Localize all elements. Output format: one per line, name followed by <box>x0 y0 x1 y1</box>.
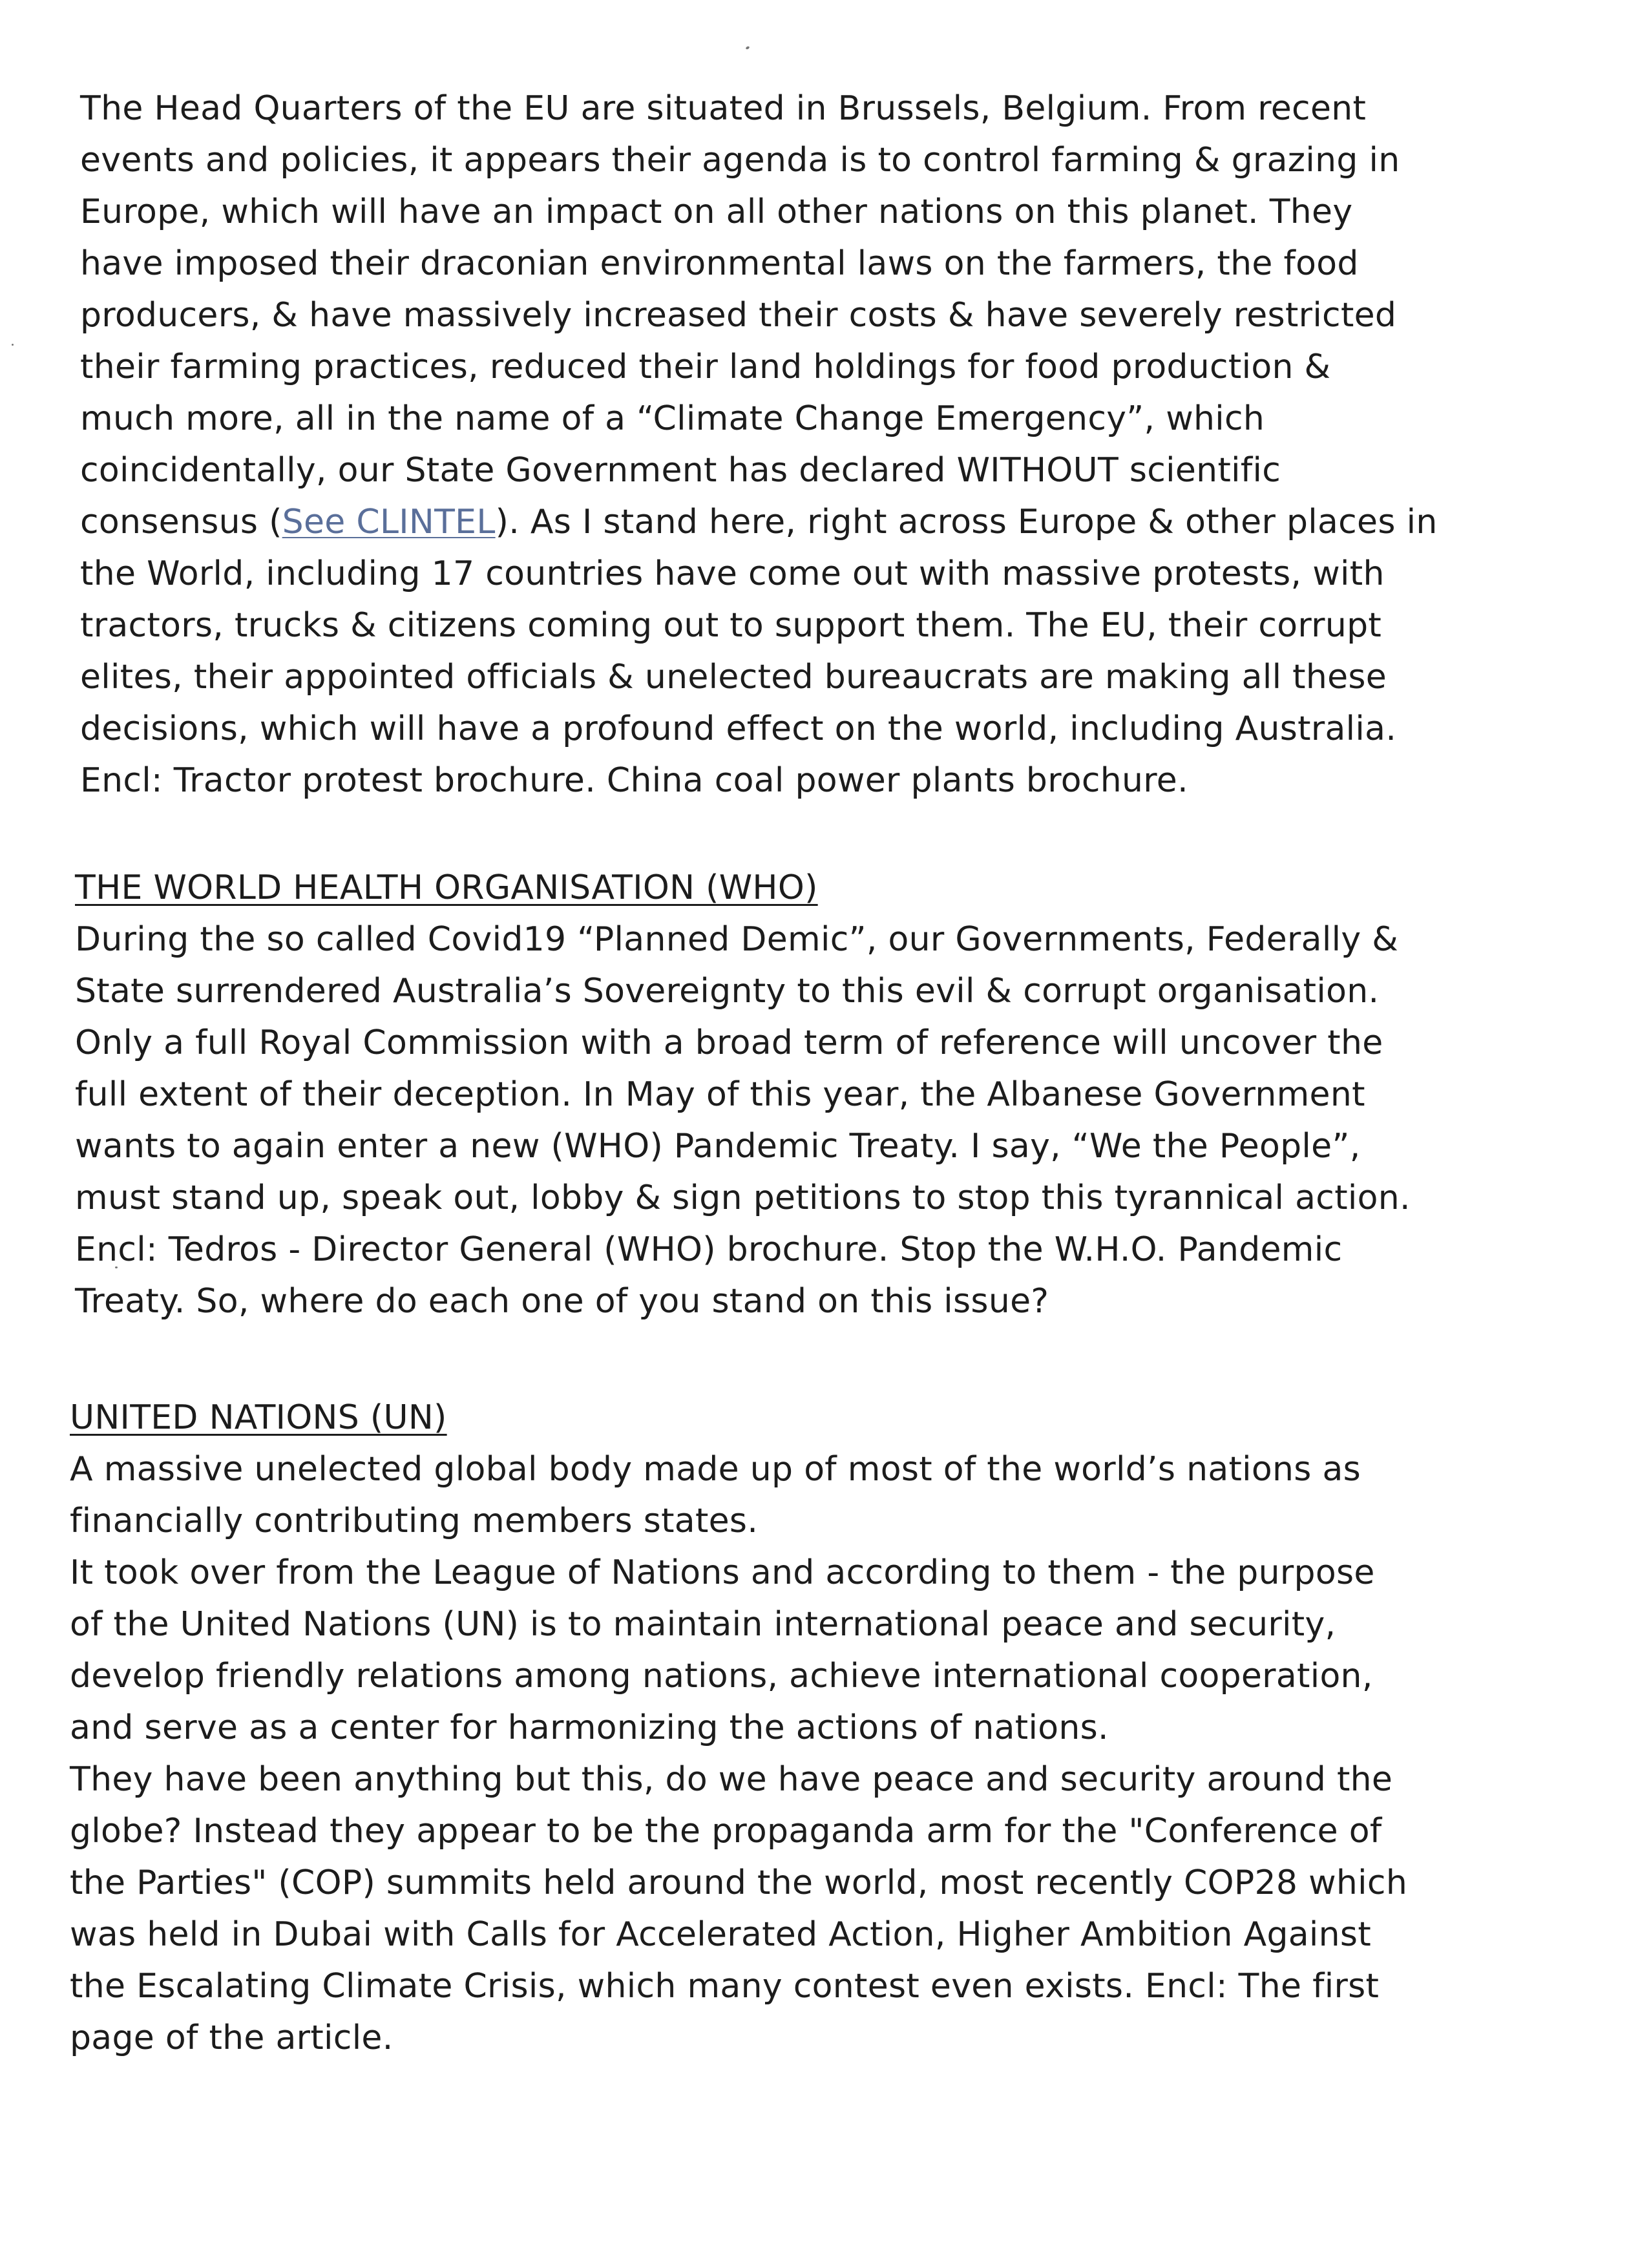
eu-line: elites, their appointed officials & unelected bureaucrats are making all these <box>80 658 1387 697</box>
consensus-suffix: ). As I stand here, right across Europe & other places in <box>495 503 1438 541</box>
eu-line: events and policies, it appears their agenda is to control farming & grazing in <box>80 141 1400 180</box>
eu-line: decisions, which will have a profound effect on the world, including Australia. <box>80 709 1397 748</box>
who-heading: THE WORLD HEALTH ORGANISATION (WHO) <box>75 868 818 907</box>
who-line: full extent of their deception. In May of this year, the Albanese Government <box>75 1075 1365 1114</box>
un-line: and serve as a center for harmonizing the actions of nations. <box>70 1708 1109 1747</box>
clintel-link[interactable]: See CLINTEL <box>282 503 496 541</box>
un-line: was held in Dubai with Calls for Accelerated Action, Higher Ambition Against <box>70 1915 1372 1954</box>
eu-line: their farming practices, reduced their land holdings for food production & <box>80 348 1331 386</box>
un-line: It took over from the League of Nations and according to them - the purpose <box>70 1553 1375 1592</box>
un-line: They have been anything but this, do we have peace and security around the <box>70 1760 1393 1799</box>
un-line: financially contributing members states. <box>70 1502 759 1540</box>
un-line: the Parties" (COP) summits held around the world, most recently COP28 which <box>70 1864 1408 1902</box>
un-line: develop friendly relations among nations, achieve international cooperation, <box>70 1657 1373 1696</box>
un-line: A massive unelected global body made up of most of the world’s nations as <box>70 1450 1361 1489</box>
eu-line: coincidentally, our State Government has declared WITHOUT scientific <box>80 451 1281 490</box>
who-line: Treaty. So, where do each one of you stand on this issue? <box>75 1282 1049 1321</box>
eu-line: producers, & have massively increased their costs & have severely restricted <box>80 296 1397 335</box>
who-line: State surrendered Australia’s Sovereignty to this evil & corrupt organisation. <box>75 972 1380 1011</box>
eu-line: have imposed their draconian environmental laws on the farmers, the food <box>80 244 1359 283</box>
un-heading: UNITED NATIONS (UN) <box>70 1398 447 1437</box>
scan-speck <box>12 344 14 346</box>
un-line: the Escalating Climate Crisis, which many contest even exists. Encl: The first <box>70 1967 1380 2006</box>
un-line: globe? Instead they appear to be the propaganda arm for the "Conference of <box>70 1812 1382 1851</box>
eu-line: tractors, trucks & citizens coming out to support them. The EU, their corrupt <box>80 606 1382 645</box>
who-line: must stand up, speak out, lobby & sign petitions to stop this tyrannical action. <box>75 1179 1411 1217</box>
un-line: of the United Nations (UN) is to maintain international peace and security, <box>70 1605 1336 1644</box>
eu-line: much more, all in the name of a “Climate Change Emergency”, which <box>80 399 1265 438</box>
who-line: Only a full Royal Commission with a broad term of reference will uncover the <box>75 1024 1383 1062</box>
eu-line-consensus <box>80 503 1438 541</box>
who-line: wants to again enter a new (WHO) Pandemic Treaty. I say, “We the People”, <box>75 1127 1361 1166</box>
eu-line: The Head Quarters of the EU are situated in Brussels, Belgium. From recent <box>80 89 1367 128</box>
eu-line: Encl: Tractor protest brochure. China coal power plants brochure. <box>80 761 1188 800</box>
eu-line: the World, including 17 countries have come out with massive protests, with <box>80 554 1385 593</box>
consensus-prefix: consensus ( <box>80 503 282 541</box>
scan-speck <box>745 46 750 50</box>
who-line: Encl: Tedros - Director General (WHO) brochure. Stop the W.H.O. Pandemic <box>75 1230 1343 1269</box>
un-line: page of the article. <box>70 2019 394 2057</box>
eu-line: Europe, which will have an impact on all other nations on this planet. They <box>80 193 1353 231</box>
who-line: During the so called Covid19 “Planned Demic”, our Governments, Federally & <box>75 920 1399 959</box>
